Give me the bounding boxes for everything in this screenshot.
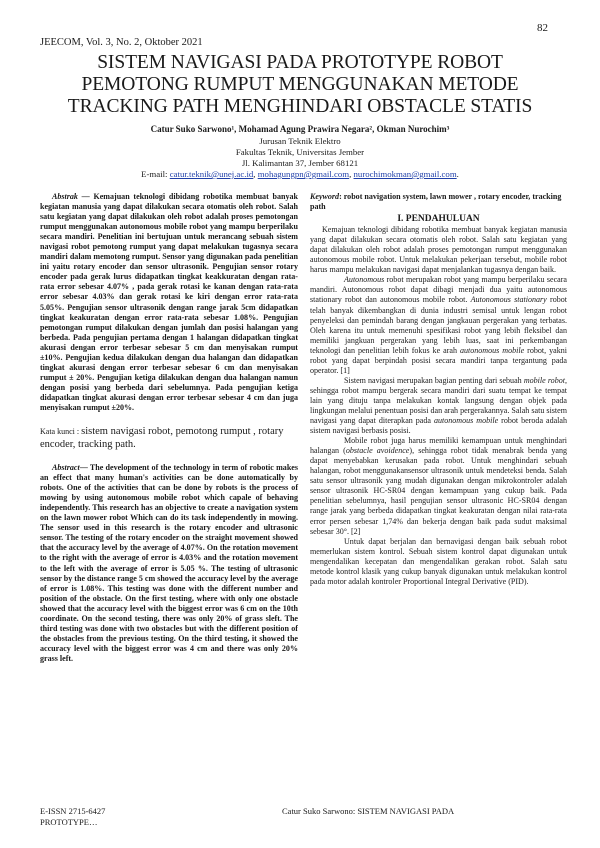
abstrak-label: Abstrak [52,192,78,201]
running-head: Catur Suko Sarwono: SISTEM NAVIGASI PADA [282,806,455,816]
page-number: 82 [537,22,548,34]
footer-left [40,806,105,828]
title-line: SISTEM NAVIGASI PADA PROTOTYPE ROBOT [97,52,503,73]
issn: E-ISSN 2715-6427 [40,806,106,816]
keyword-line [310,192,567,212]
dash: — [77,192,94,201]
faculty: Fakultas Teknik, Universitas Jember [235,147,365,157]
abstract-en [40,463,298,664]
dash: — [79,463,90,473]
text-run: robot beroda adalah sistem navigasi berbasis posisi. [310,416,567,436]
italic-term: Autonomous [344,275,385,285]
affiliation [0,136,600,180]
kata-kunci [40,425,298,451]
address: Jl. Kalimantan 37, Jember 68121 [241,158,359,168]
journal-header: JEECOM, Vol. 3, No. 2, Oktober 2021 [40,37,203,48]
italic-term: autonomous mobile [433,416,499,426]
text-run: robot merupakan robot yang mampu berperilaku secara mandiri. Autonomous robot dapat dibagi menjadi dua yaitu autonomous stationary robot dan autonomous mobile robot. [310,275,567,305]
text-run: robot, yakni robot yang dapat berpindah posisi secara mandiri tanpa tergantung pada operator. [1] [310,345,567,375]
paper-title [0,52,600,118]
italic-term: obstacle avoidence [345,446,410,456]
italic-term: autonomous mobile [459,345,525,355]
keyword-text: : robot navigation system, lawn mower , rotary encoder, tracking path [310,192,562,212]
email-link[interactable]: nurochimokman@gmail.com [353,169,457,179]
paragraph [310,275,567,375]
left-column [40,192,298,664]
paragraph: Kemajuan teknologi dibidang robotika membuat banyak kegiatan manusia yang dapat dilakukan secara otomatis oleh robot. Salah satu kegiatan yang dapat dilakukan oleh robot adalah proses pemotongan rumput menggunakan autonomous mobile robot. Untuk melakukan pekerjaan tersebut, mobile robot harus mampu melakukan navigasi dapat menjalankan tugasnya dengan baik. [310,225,567,275]
text-run: ), sehingga robot tidak menabrak benda yang dapat menyebabkan kerusakan pada robot. Untuk menghindari sebuah halangan, robot menggunakansensor ultrasonik untuk mendeteksi benda. Salah satu sensor ultrasonik yang mudah digunakan dengan mikrokontroler adalah sensor ultrasonik HC-SR04 dengan kemampuan yang cukup baik. Pada penelitian sebelumnya, hasil pengujian sensor ultrasonic HC-SR04 dengan range jarak yang berbeda didapatkan tingkat keakuratan dengan nilai rata-rata error persen sebesar 1,74% dan bekerja dengan baik pada sudut maksimal sebesar 30°. [2] [310,446,567,536]
email-line [0,169,600,180]
text-run: Mobile robot juga harus memiliki kemampuan untuk menghindari halangan ( [310,436,567,456]
email-link[interactable]: mohagungpn@gmail.com [257,169,350,179]
separator: , [349,169,354,179]
separator: , [253,169,258,179]
email-label: E-mail: [141,169,170,179]
italic-term: mobile robot [523,375,565,385]
email-link[interactable]: catur.teknik@unej.ac.id [169,169,254,179]
paragraph: Untuk dapat berjalan dan bernavigasi dengan baik sebuah robot memerlukan sistem kontrol. Sebuah sistem kontrol dapat digunakan untuk mengendalikan kecepatan dan mengendalikan gerakan robot. Salah satu metode kontrol klasik yang cukup banyak digunakan untuk melakukan kontrol pada motor adalah kontroler Proportional Integral Derivative (PID). [310,536,567,586]
keyword-label: Keyword [310,192,340,201]
section-heading: I. PENDAHULUAN [397,214,480,225]
title-line: PEMOTONG RUMPUT MENGGUNAKAN METODE [81,74,519,95]
text-run: robot telah banyak dikembangkan di dunia industri semisal untuk lengan robot penyeleksi dan pemindah barang dengan jangkauan pergerakan yang terbatas. Oleh karena itu untuk memenuhi spesifikasi robot yang lebih fleksibel dan memiliki jangkuan pergerakan yang lebih luas, saat ini perkembangan teknologi dan penelitian lebih fokus ke arah [310,295,567,355]
abstract-text: The development of the technology in term of robotic makes an effect that many human's activities can be done automatically by robots. One of the activities that can be done by robots is the process of mowing by using autonomous mobile robot which capale of behaving independently. This research has an objective to create a navigation system on the lawn mower robot Which can do its task independently in mowing. The sensor used in this research is the rotary encoder and ultrasonic sensor. The testing of the rotary encoder on the straight movement showed that the accuracy level by the average of 4.07%. On the rotation movement to the right with the average of error is 4.03% and the rotation movement to the left with the average of error is 5.05 %. The testing of ultrasonic sensor by the distance range 5 cm showed the accuracy level by the average of error is 1.08%. This testing was done with the different number and position of the obstacle. On the first testing, where with only one obstacle showed that the accuracy level with the biggest error was 6 cm on the 10th coordinate. On the second testing, there was only 20% of grass sleft. The third testing was done with two obstacles but with the different position of the obstacles from the previous testing. On the third testing, it showed the accuracy level with the biggest error was 4 cm and there was only 20% grass left. [40,463,298,663]
department: Jurusan Teknik Elektro [259,136,341,146]
abstrak-text: Kemajuan teknologi dibidang robotika membuat banyak kegiatan manusia yang dapat dilakukan secara otomatis oleh robot. Salah satu kegiatan yang dapat dilakukan oleh robot adalah proses pemotongan rumput menggunakan autonomous mobile robot yang mampu berperilaku secara mandiri. Penelitian ini bertujuan untuk merancang sebuah sistem navigasi robot pemotong rumput yang dapat melakukan tugasnya secara mandiri dalam memotong rumput. Sensor yang digunakan pada penelitian ini yaitu rotary encoder dan sensor ultrasonik. Pengujian sensor rotary encoder pada gerak lurus didapatkan tingkat keakkuratan dengan rata-rata error sebesar 4.07% , pada gerak rotasi ke kanan dengan rata-rata error sebesar 4.03% dan gerak rotasi ke kiri dengan error rata-rata 5.05%. Pengujian sensor ultrasonik dengan range jarak 5cm didapatkan tingkat keakuratan dengan error rata-rata sebesar 1.08%. Pengujian pemotongan rumput dilakukan dengan jumlah dan posisi halangan yang berbeda. Pada pengujian pertama dengan 1 halangan didapatkan tingkat akurasi dengan error terbesar sebesar 5 cm dan menyisakan rumput ±10%. Pengujian kedua dilakukan dengan dua halangan dan didapatkan tingkat akurasi dengan error terbesar sebesar 6 cm dan menyisakan rumput ± 20%. Pengujian ketiga dilakukan dengan dua halangan namun dengan posisi yang berbeda dari sebelumnya. Pada pengujian ketiga didapatkan tingkat akurasi dengan error terbesar sebesar 4 cm dan juga menyisakan rumput ±20%. [40,192,298,412]
kata-kunci-text: sistem navigasi robot, pemotong rumput , rotary encoder, tracking path. [40,426,284,451]
title-line: TRACKING PATH MENGHINDARI OBSTACLE STATIS [67,96,533,117]
text-run: Sistem navigasi merupakan bagian penting dari sebuah [344,375,524,385]
kata-kunci-label: Kata kunci : [40,427,82,437]
running-head-continuation: PROTOTYPE… [40,817,98,827]
text-run: , sehingga robot mampu bergerak secara mandiri dari suatu tempat ke tempat lain yang dituju tanpa melakukan kontak langsung dengan objek pada lingkungan melalui penentuan posisi dan arah pergerakannya. Salah satu sistem navigasi yang dapat diterapkan pada [310,375,567,426]
abstract-label: Abstract [52,463,80,473]
paragraph [310,436,567,536]
italic-term: Autonomous stationary [470,295,547,305]
paragraph [310,376,567,436]
separator: . [456,169,459,179]
authors: Catur Suko Sarwono¹, Mohamad Agung Prawira Negara², Okman Nurochim³ [150,124,450,134]
right-column [310,192,567,587]
abstrak-id [40,192,298,413]
